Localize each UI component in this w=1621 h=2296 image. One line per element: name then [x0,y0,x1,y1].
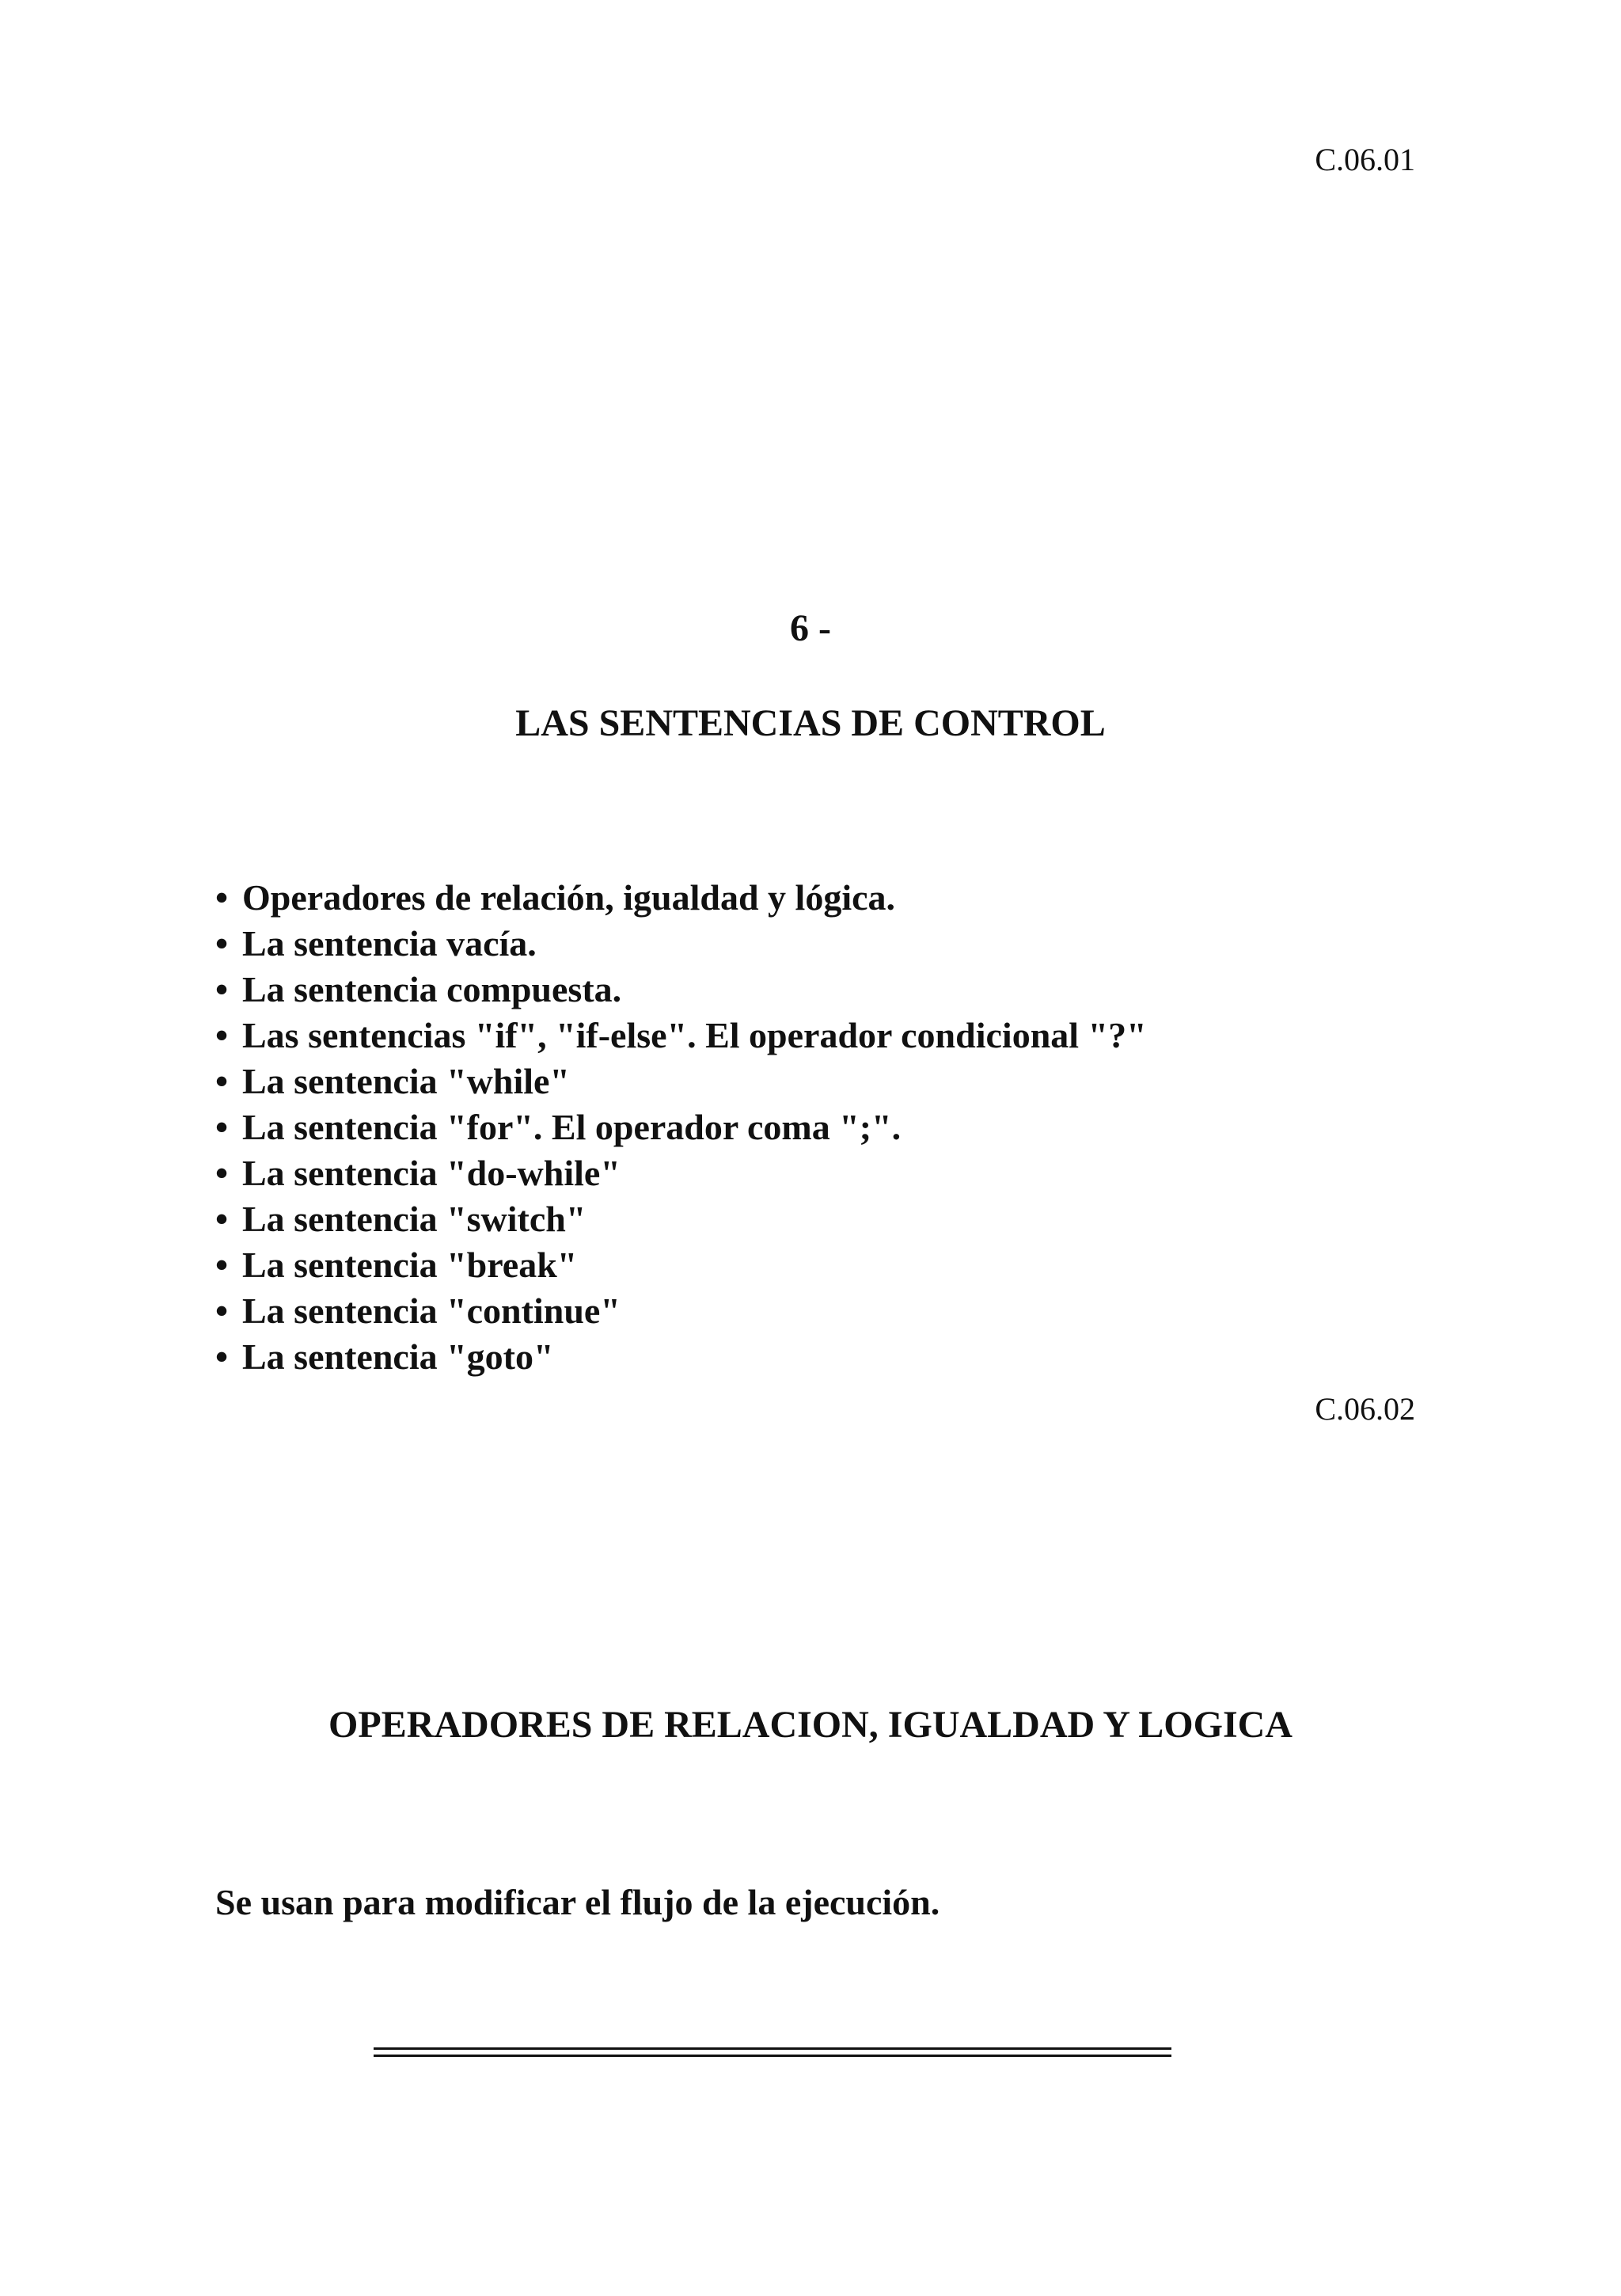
double-rule-divider [374,2047,1171,2057]
bullet-icon: • [215,1291,229,1331]
bullet-icon: • [215,1061,229,1101]
list-item-text: La sentencia compuesta. [242,969,622,1009]
section-title: OPERADORES DE RELACION, IGUALDAD Y LOGICA [328,1704,1293,1746]
list-item [215,1104,1147,1150]
list-item-text: La sentencia "for". El operador coma ";". [242,1107,902,1147]
bullet-icon: • [215,1199,229,1239]
list-item-text: La sentencia vacía. [242,923,537,964]
page-code-bottom: C.06.02 [1315,1391,1415,1427]
bullet-icon: • [215,1336,229,1377]
list-item [215,875,1147,921]
topic-list [215,875,1147,1380]
list-item-text: La sentencia "continue" [242,1291,621,1331]
list-item [215,1150,1147,1196]
list-item-text: La sentencia "goto" [242,1336,554,1377]
list-item-text: Operadores de relación, igualdad y lógica. [242,877,896,918]
page-code-top: C.06.01 [1315,142,1415,177]
bullet-icon: • [215,923,229,964]
bullet-icon: • [215,1153,229,1193]
list-item [215,967,1147,1013]
bullet-icon: • [215,877,229,918]
list-item [215,1334,1147,1380]
list-item-text: La sentencia "while" [242,1061,570,1101]
bullet-icon: • [215,1107,229,1147]
list-item [215,1288,1147,1334]
list-item-text: Las sentencias "if", "if-else". El operador condicional "?" [242,1015,1147,1055]
list-item [215,1242,1147,1288]
list-item-text: La sentencia "do-while" [242,1153,621,1193]
list-item [215,1196,1147,1242]
list-item [215,1059,1147,1104]
bullet-icon: • [215,969,229,1009]
bullet-icon: • [215,1015,229,1055]
list-item-text: La sentencia "switch" [242,1199,587,1239]
list-item [215,1013,1147,1059]
list-item [215,921,1147,967]
chapter-title: LAS SENTENCIAS DE CONTROL [515,702,1106,744]
intro-text: Se usan para modificar el flujo de la ejecución. [215,1882,940,1922]
chapter-number: 6 - [790,607,831,649]
list-item-text: La sentencia "break" [242,1245,578,1285]
bullet-icon: • [215,1245,229,1285]
